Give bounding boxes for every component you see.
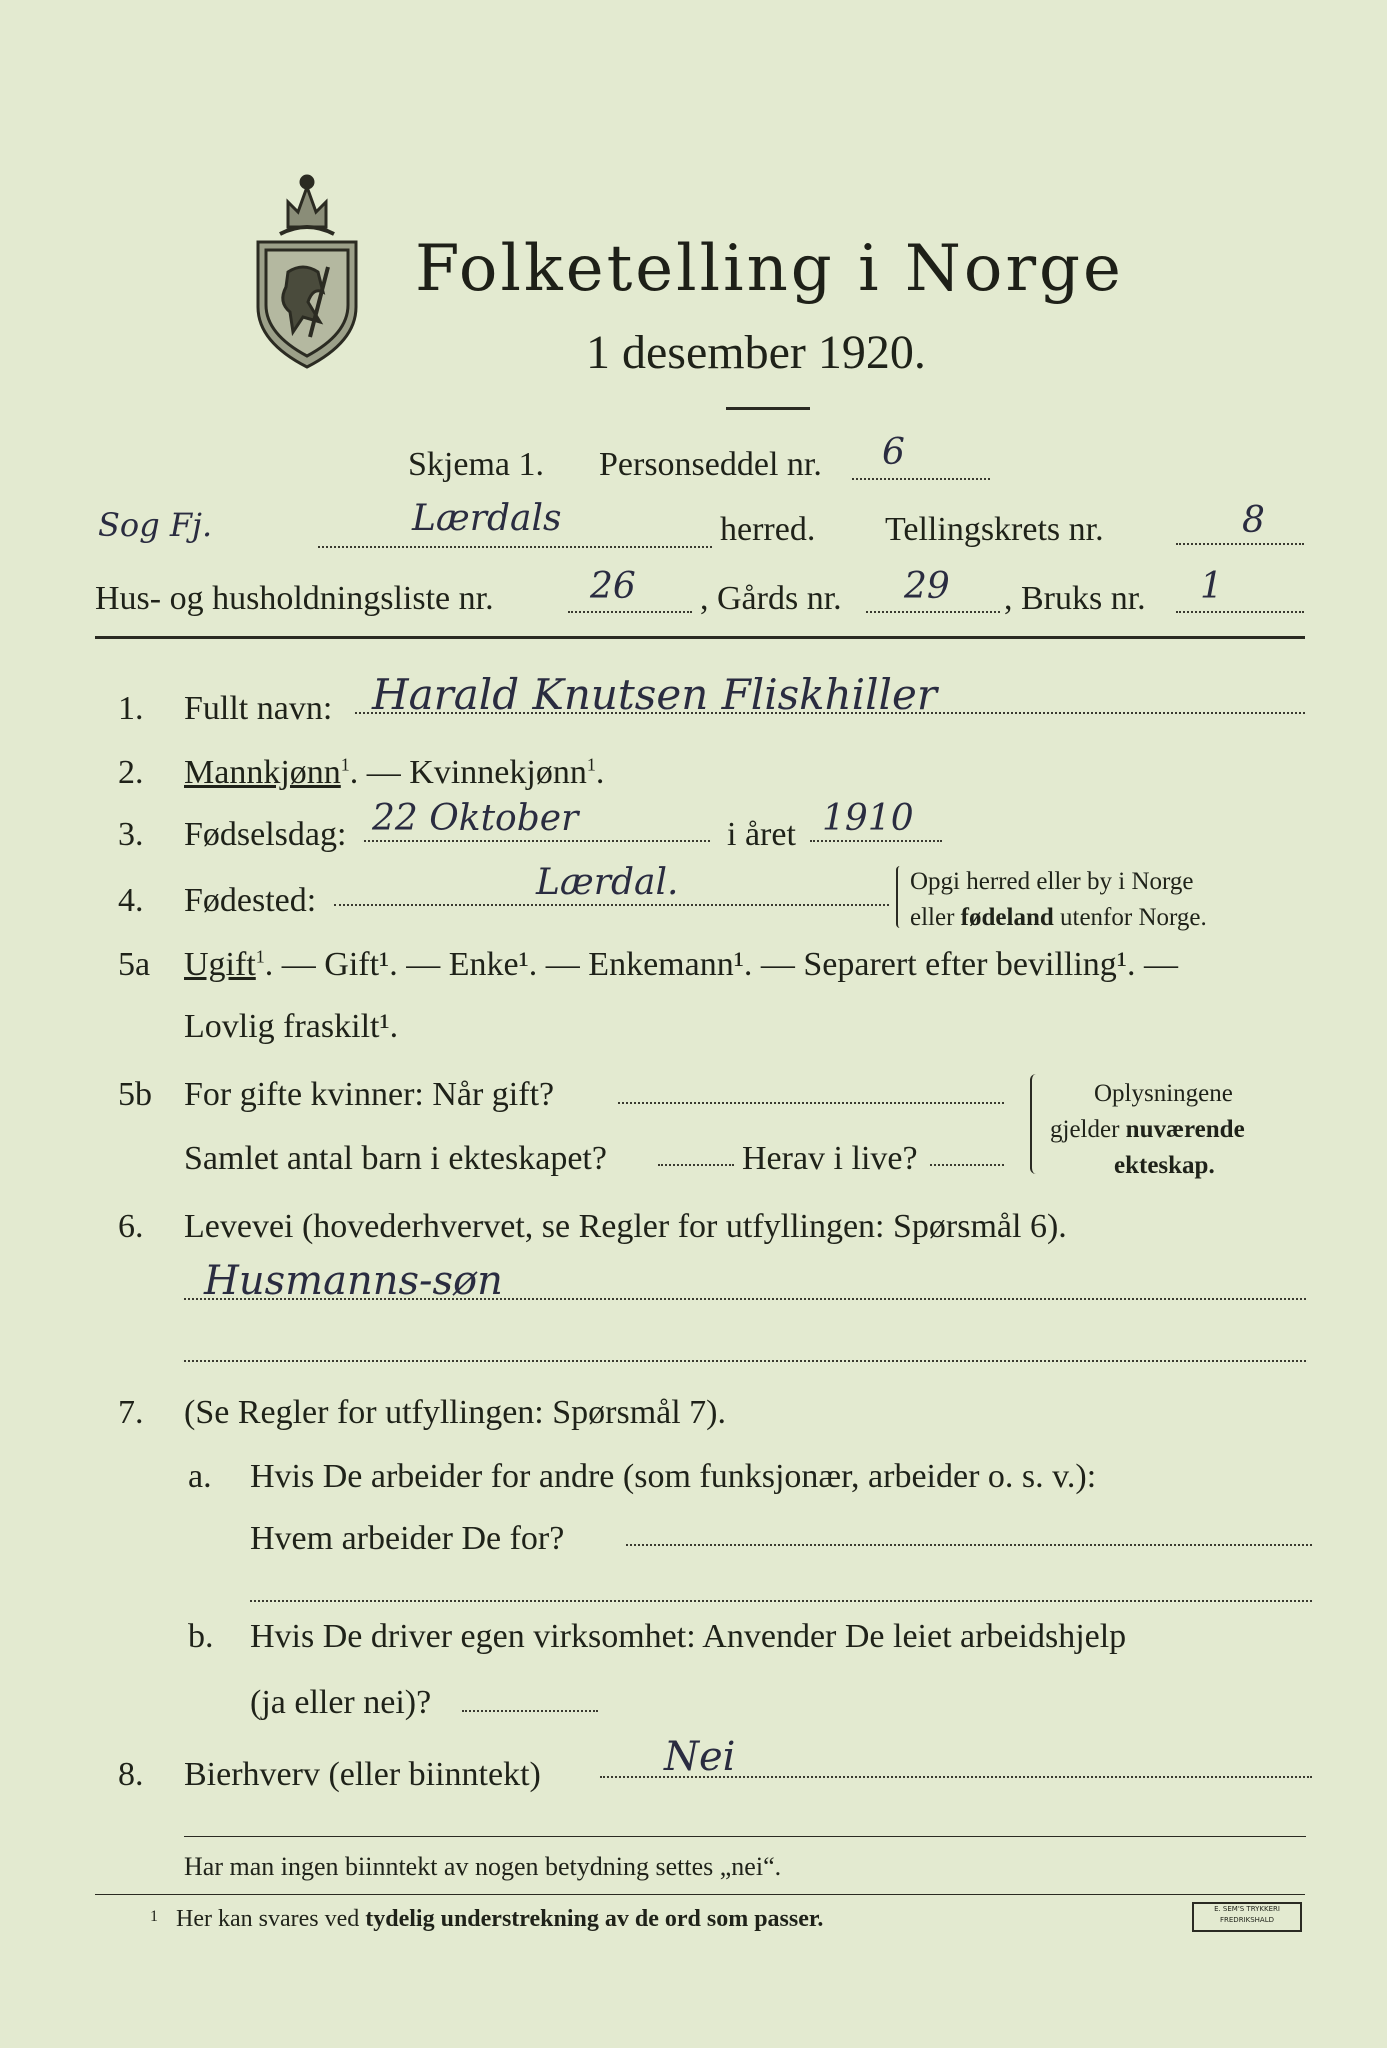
q5b-note-1: Oplysningene	[1094, 1080, 1233, 1107]
bruks-label: , Bruks nr.	[1004, 580, 1146, 617]
q8-number: 8.	[118, 1756, 144, 1793]
q3-label: Fødselsdag:	[184, 816, 347, 853]
q7b-line	[462, 1710, 598, 1712]
title-divider	[726, 407, 810, 410]
q5b-label-2: Samlet antal barn i ekteskapet?	[184, 1140, 607, 1177]
q3-year-value: 1910	[822, 798, 914, 839]
q5a-number: 5a	[118, 946, 151, 983]
q7a-line-2	[250, 1600, 1312, 1602]
q5b-brace	[1030, 1074, 1042, 1174]
q5b-line-1	[618, 1102, 1004, 1104]
q4-note-1: Opgi herred eller by i Norge	[910, 868, 1194, 895]
gards-line	[866, 611, 1000, 613]
footer-note: Har man ingen biinntekt av nogen betydning settes „nei“.	[184, 1852, 782, 1881]
norway-coat-of-arms-icon	[248, 172, 366, 372]
gards-label: , Gårds nr.	[700, 580, 842, 617]
q6-label: Levevei (hovederhvervet, se Regler for utfyllingen: Spørsmål 6).	[184, 1208, 1067, 1245]
q5a-line2: Lovlig fraskilt¹.	[184, 1008, 399, 1045]
q7-number: 7.	[118, 1394, 144, 1431]
q5b-label-1: For gifte kvinner: Når gift?	[184, 1076, 555, 1113]
q7b-question: (ja eller nei)?	[250, 1684, 432, 1721]
q2-male: Mannkjønn	[184, 754, 341, 791]
q4-value: Lærdal.	[536, 862, 679, 903]
gards-value: 29	[904, 566, 950, 607]
husliste-label: Hus- og husholdningsliste nr.	[95, 580, 494, 617]
q3-value: 22 Oktober	[372, 798, 579, 839]
q4-line	[334, 904, 889, 906]
q5b-label-3: Herav i live?	[742, 1140, 918, 1177]
q5b-number: 5b	[118, 1076, 152, 1113]
q7b-letter: b.	[188, 1618, 214, 1655]
q7b-text: Hvis De driver egen virksomhet: Anvender De leiet arbeidshjelp	[250, 1618, 1127, 1655]
form-title: Folketelling i Norge	[415, 232, 1124, 306]
q7a-line-1	[626, 1544, 1312, 1546]
q7a-letter: a.	[188, 1458, 212, 1495]
herred-line	[318, 546, 712, 548]
q5b-line-2	[658, 1164, 734, 1166]
q7a-text: Hvis De arbeider for andre (som funksjonær, arbeider o. s. v.):	[250, 1458, 1097, 1495]
footnote-text: Her kan svares ved tydelig understrekning av de ord som passer.	[176, 1906, 824, 1932]
header-rule	[95, 636, 1305, 639]
bruks-value: 1	[1200, 566, 1223, 607]
skjema-label: Skjema 1.	[408, 446, 544, 483]
fylke-value: Sog Fj.	[98, 506, 213, 544]
q1-value: Harald Knutsen Fliskhiller	[372, 670, 937, 719]
q6-line-2	[184, 1360, 1306, 1362]
form-date: 1 desember 1920.	[586, 326, 926, 379]
q4-note-2: eller fødeland utenfor Norge.	[910, 904, 1207, 931]
tellingskrets-line	[1176, 543, 1304, 545]
q5b-line-3	[930, 1164, 1004, 1166]
q2-text: Mannkjønn$^1$. — Kvinnekjønn$^1$.	[184, 754, 605, 791]
footer-rule	[184, 1836, 1306, 1837]
q5b-note-3: ekteskap.	[1114, 1152, 1215, 1179]
q2-female: Kvinnekjønn	[409, 754, 587, 791]
q3-year-label: i året	[727, 816, 796, 853]
husliste-line	[568, 611, 692, 613]
q1-label: Fullt navn:	[184, 690, 333, 727]
q3-year-line	[810, 840, 942, 842]
q4-label: Fødested:	[184, 882, 317, 919]
q8-value: Nei	[664, 1734, 736, 1780]
q4-number: 4.	[118, 882, 144, 919]
q6-line-1	[184, 1298, 1306, 1300]
q5a-ugift: Ugift	[184, 946, 256, 983]
tellingskrets-value: 8	[1242, 500, 1265, 541]
q3-line	[364, 840, 710, 842]
tellingskrets-label: Tellingskrets nr.	[885, 511, 1104, 548]
personseddel-line	[852, 478, 990, 480]
q5b-note-2: gjelder nuværende	[1050, 1116, 1245, 1143]
printer-stamp: E. SEM'S TRYKKERI FREDRIKSHALD	[1192, 1902, 1302, 1932]
q2-number: 2.	[118, 754, 144, 791]
q5a-text: Ugift$^1$. — Gift¹. — Enke¹. — Enkemann¹. — Separert efter bevilling¹. —	[184, 946, 1178, 983]
herred-label: herred.	[720, 511, 816, 548]
bruks-line	[1176, 611, 1304, 613]
footnote-number: 1	[150, 1908, 158, 1925]
personseddel-value: 6	[882, 432, 905, 473]
personseddel-label: Personseddel nr.	[599, 446, 822, 483]
q4-brace	[896, 866, 904, 928]
q7a-question: Hvem arbeider De for?	[250, 1520, 565, 1557]
q6-number: 6.	[118, 1208, 144, 1245]
q3-number: 3.	[118, 816, 144, 853]
footnote-rule	[95, 1894, 1305, 1895]
herred-value: Lærdals	[412, 498, 562, 539]
q1-number: 1.	[118, 690, 144, 727]
q6-value: Husmanns-søn	[204, 1258, 503, 1304]
q7-label: (Se Regler for utfyllingen: Spørsmål 7).	[184, 1394, 727, 1431]
husliste-value: 26	[590, 566, 636, 607]
q8-label: Bierhverv (eller biinntekt)	[184, 1756, 541, 1793]
